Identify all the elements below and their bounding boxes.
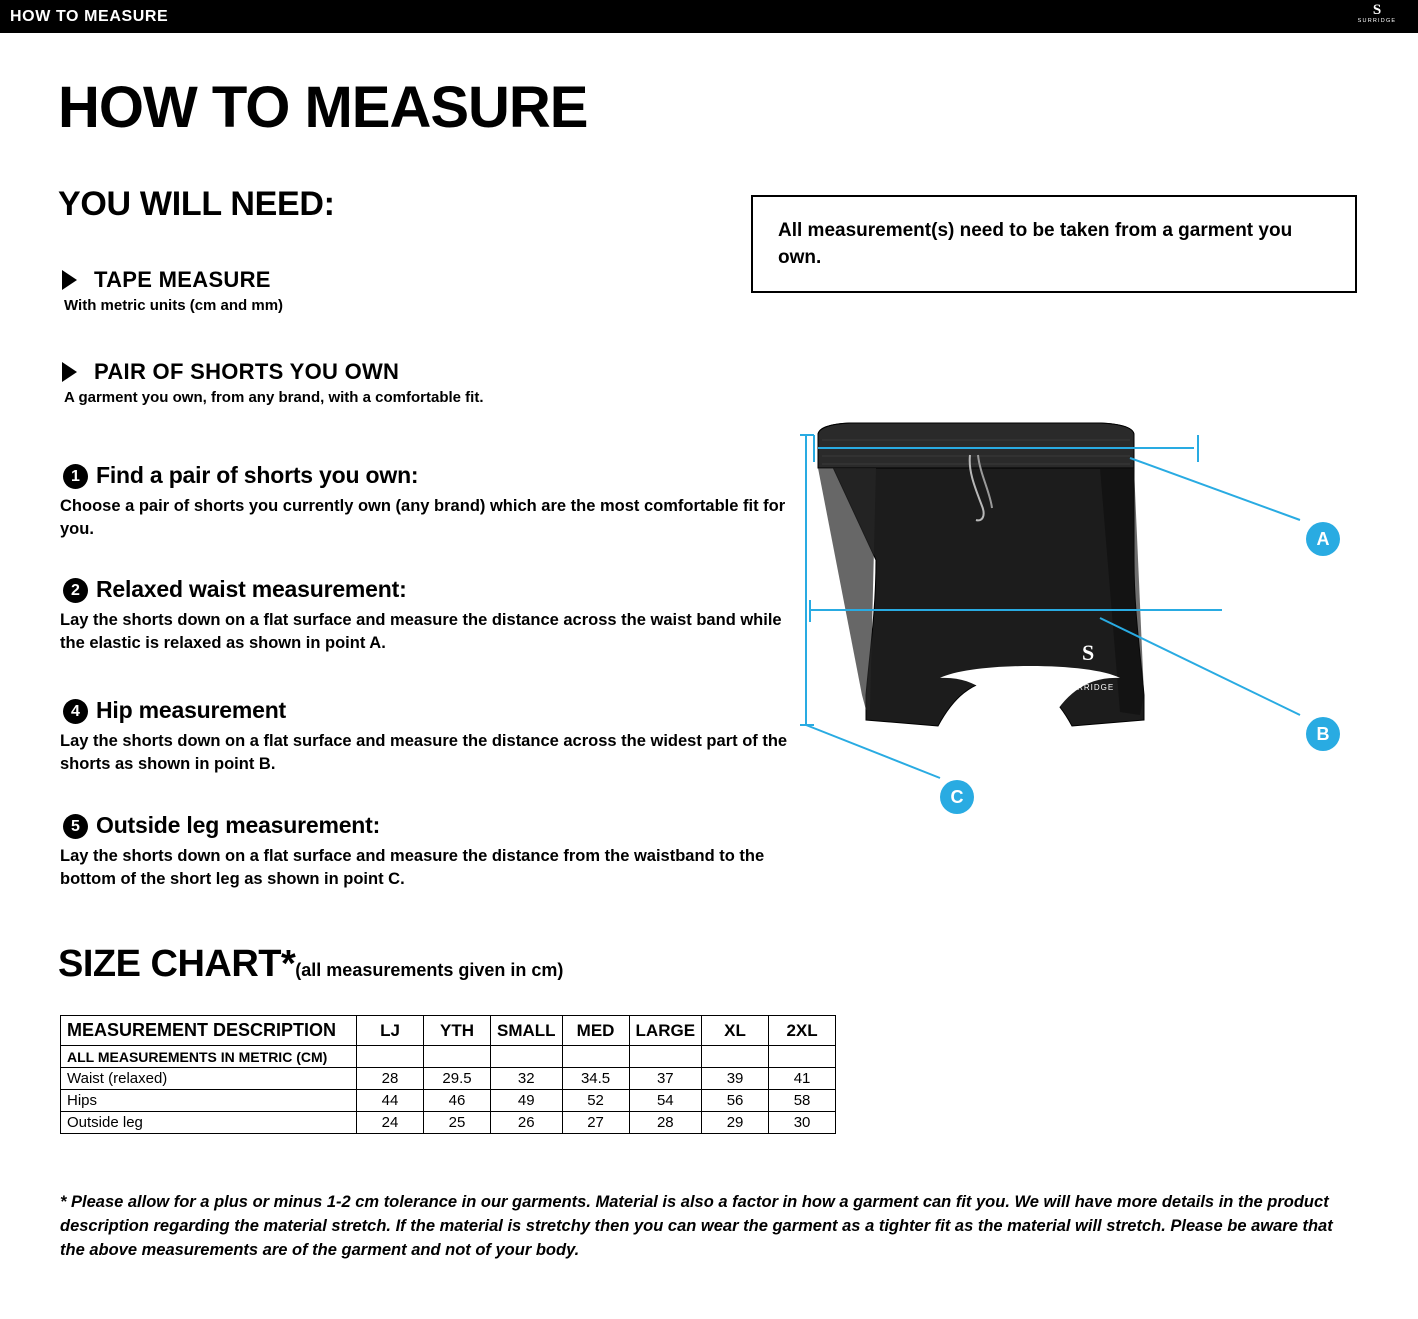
- need-title: TAPE MEASURE: [94, 267, 271, 292]
- logo-wordmark: SURRIDGE: [1357, 18, 1397, 24]
- column-header-lj: LJ: [357, 1016, 424, 1046]
- row-label-hips: Hips: [61, 1090, 357, 1112]
- need-subtitle: With metric units (cm and mm): [64, 297, 284, 314]
- step-title: Hip measurement: [96, 697, 287, 723]
- size-chart-heading: [58, 943, 563, 986]
- step-number: 2: [63, 578, 88, 603]
- cell-hips-small: 49: [491, 1090, 563, 1112]
- cell-waist-xl: 39: [702, 1068, 769, 1090]
- step-title: Find a pair of shorts you own:: [96, 462, 419, 488]
- empty-cell: [357, 1046, 424, 1068]
- cell-hips-2xl: 58: [769, 1090, 836, 1112]
- triangle-bullet-icon: [62, 270, 77, 290]
- cell-waist-small: 32: [491, 1068, 563, 1090]
- section-title-you-will-need: YOU WILL NEED:: [58, 185, 335, 223]
- footnote-text: * Please allow for a plus or minus 1-2 cm tolerance in our garments. Material is also a factor in how a garment can fit you. We will have more details in the product description regarding the material stretch. If the material is stretchy then you can wear the garment as a tighter fit as the material will stretch. Please be aware that the above measurements are of the garment and not of your body.: [60, 1193, 1333, 1259]
- empty-cell: [491, 1046, 563, 1068]
- step-4: [58, 697, 838, 787]
- step-body: Lay the shorts down on a flat surface and measure the distance from the waistband to the bottom of the short leg as shown in point C.: [60, 847, 765, 888]
- cell-leg-lj: 24: [357, 1112, 424, 1134]
- cell-leg-xl: 29: [702, 1112, 769, 1134]
- metric-note-label: ALL MEASUREMENTS IN METRIC (CM): [61, 1046, 357, 1068]
- cell-leg-large: 28: [629, 1112, 702, 1134]
- step-title: Outside leg measurement:: [96, 812, 381, 838]
- table-header-row: [61, 1016, 836, 1046]
- table-row: [61, 1068, 836, 1090]
- step-5: [58, 812, 838, 902]
- column-header-yth: YTH: [424, 1016, 491, 1046]
- label-b: B: [1306, 717, 1340, 751]
- surridge-logo: [1344, 2, 1410, 32]
- callout-text: All measurement(s) need to be taken from a garment you own.: [778, 220, 1293, 268]
- need-item-tape-measure: [62, 267, 582, 323]
- table-row-metric-note: [61, 1046, 836, 1068]
- cell-waist-large: 37: [629, 1068, 702, 1090]
- cell-hips-large: 54: [629, 1090, 702, 1112]
- step-number: 5: [63, 814, 88, 839]
- step-body: Choose a pair of shorts you currently own (any brand) which are the most comfortable fit for you.: [60, 497, 786, 538]
- cell-hips-med: 52: [562, 1090, 629, 1112]
- need-item-shorts: [62, 359, 702, 415]
- cell-hips-yth: 46: [424, 1090, 491, 1112]
- need-title: PAIR OF SHORTS YOU OWN: [94, 359, 400, 384]
- column-header-2xl: 2XL: [769, 1016, 836, 1046]
- step-2: [58, 576, 838, 666]
- column-header-large: LARGE: [629, 1016, 702, 1046]
- empty-cell: [629, 1046, 702, 1068]
- empty-cell: [562, 1046, 629, 1068]
- page-title: HOW TO MEASURE: [58, 75, 588, 140]
- cell-waist-2xl: 41: [769, 1068, 836, 1090]
- cell-leg-small: 26: [491, 1112, 563, 1134]
- size-chart-subtitle: (all measurements given in cm): [295, 960, 564, 980]
- step-1: [58, 462, 838, 552]
- cell-leg-yth: 25: [424, 1112, 491, 1134]
- svg-text:S: S: [1082, 640, 1095, 665]
- table-row: [61, 1090, 836, 1112]
- step-number: 4: [63, 699, 88, 724]
- svg-text:SURRIDGE: SURRIDGE: [1064, 683, 1115, 692]
- empty-cell: [769, 1046, 836, 1068]
- row-label-waist: Waist (relaxed): [61, 1068, 357, 1090]
- size-chart-title: SIZE CHART*: [58, 943, 296, 985]
- column-header-description: MEASUREMENT DESCRIPTION: [61, 1016, 357, 1046]
- cell-leg-2xl: 30: [769, 1112, 836, 1134]
- size-chart-table: [60, 1015, 836, 1134]
- shorts-diagram: [800, 410, 1380, 830]
- label-a: A: [1306, 522, 1340, 556]
- row-label-outside-leg: Outside leg: [61, 1112, 357, 1134]
- step-body: Lay the shorts down on a flat surface and measure the distance across the waist band while the elastic is relaxed as shown in point A.: [60, 611, 782, 652]
- column-header-xl: XL: [702, 1016, 769, 1046]
- step-number: 1: [63, 464, 88, 489]
- need-subtitle: A garment you own, from any brand, with a comfortable fit.: [64, 389, 484, 406]
- step-title: Relaxed waist measurement:: [96, 576, 407, 602]
- cell-waist-med: 34.5: [562, 1068, 629, 1090]
- cell-leg-med: 27: [562, 1112, 629, 1134]
- empty-cell: [702, 1046, 769, 1068]
- triangle-bullet-icon: [62, 362, 77, 382]
- top-bar-title: HOW TO MEASURE: [10, 8, 169, 25]
- table-row: [61, 1112, 836, 1134]
- step-body: Lay the shorts down on a flat surface and measure the distance across the widest part of the shorts as shown in point B.: [60, 732, 788, 773]
- cell-waist-lj: 28: [357, 1068, 424, 1090]
- callout-box: [751, 195, 1357, 293]
- column-header-small: SMALL: [491, 1016, 563, 1046]
- cell-waist-yth: 29.5: [424, 1068, 491, 1090]
- cell-hips-lj: 44: [357, 1090, 424, 1112]
- label-c: C: [940, 780, 974, 814]
- column-header-med: MED: [562, 1016, 629, 1046]
- cell-hips-xl: 56: [702, 1090, 769, 1112]
- logo-mark: S: [1372, 2, 1382, 18]
- empty-cell: [424, 1046, 491, 1068]
- shorts-illustration-svg: [800, 410, 1380, 830]
- top-bar: [0, 0, 1418, 33]
